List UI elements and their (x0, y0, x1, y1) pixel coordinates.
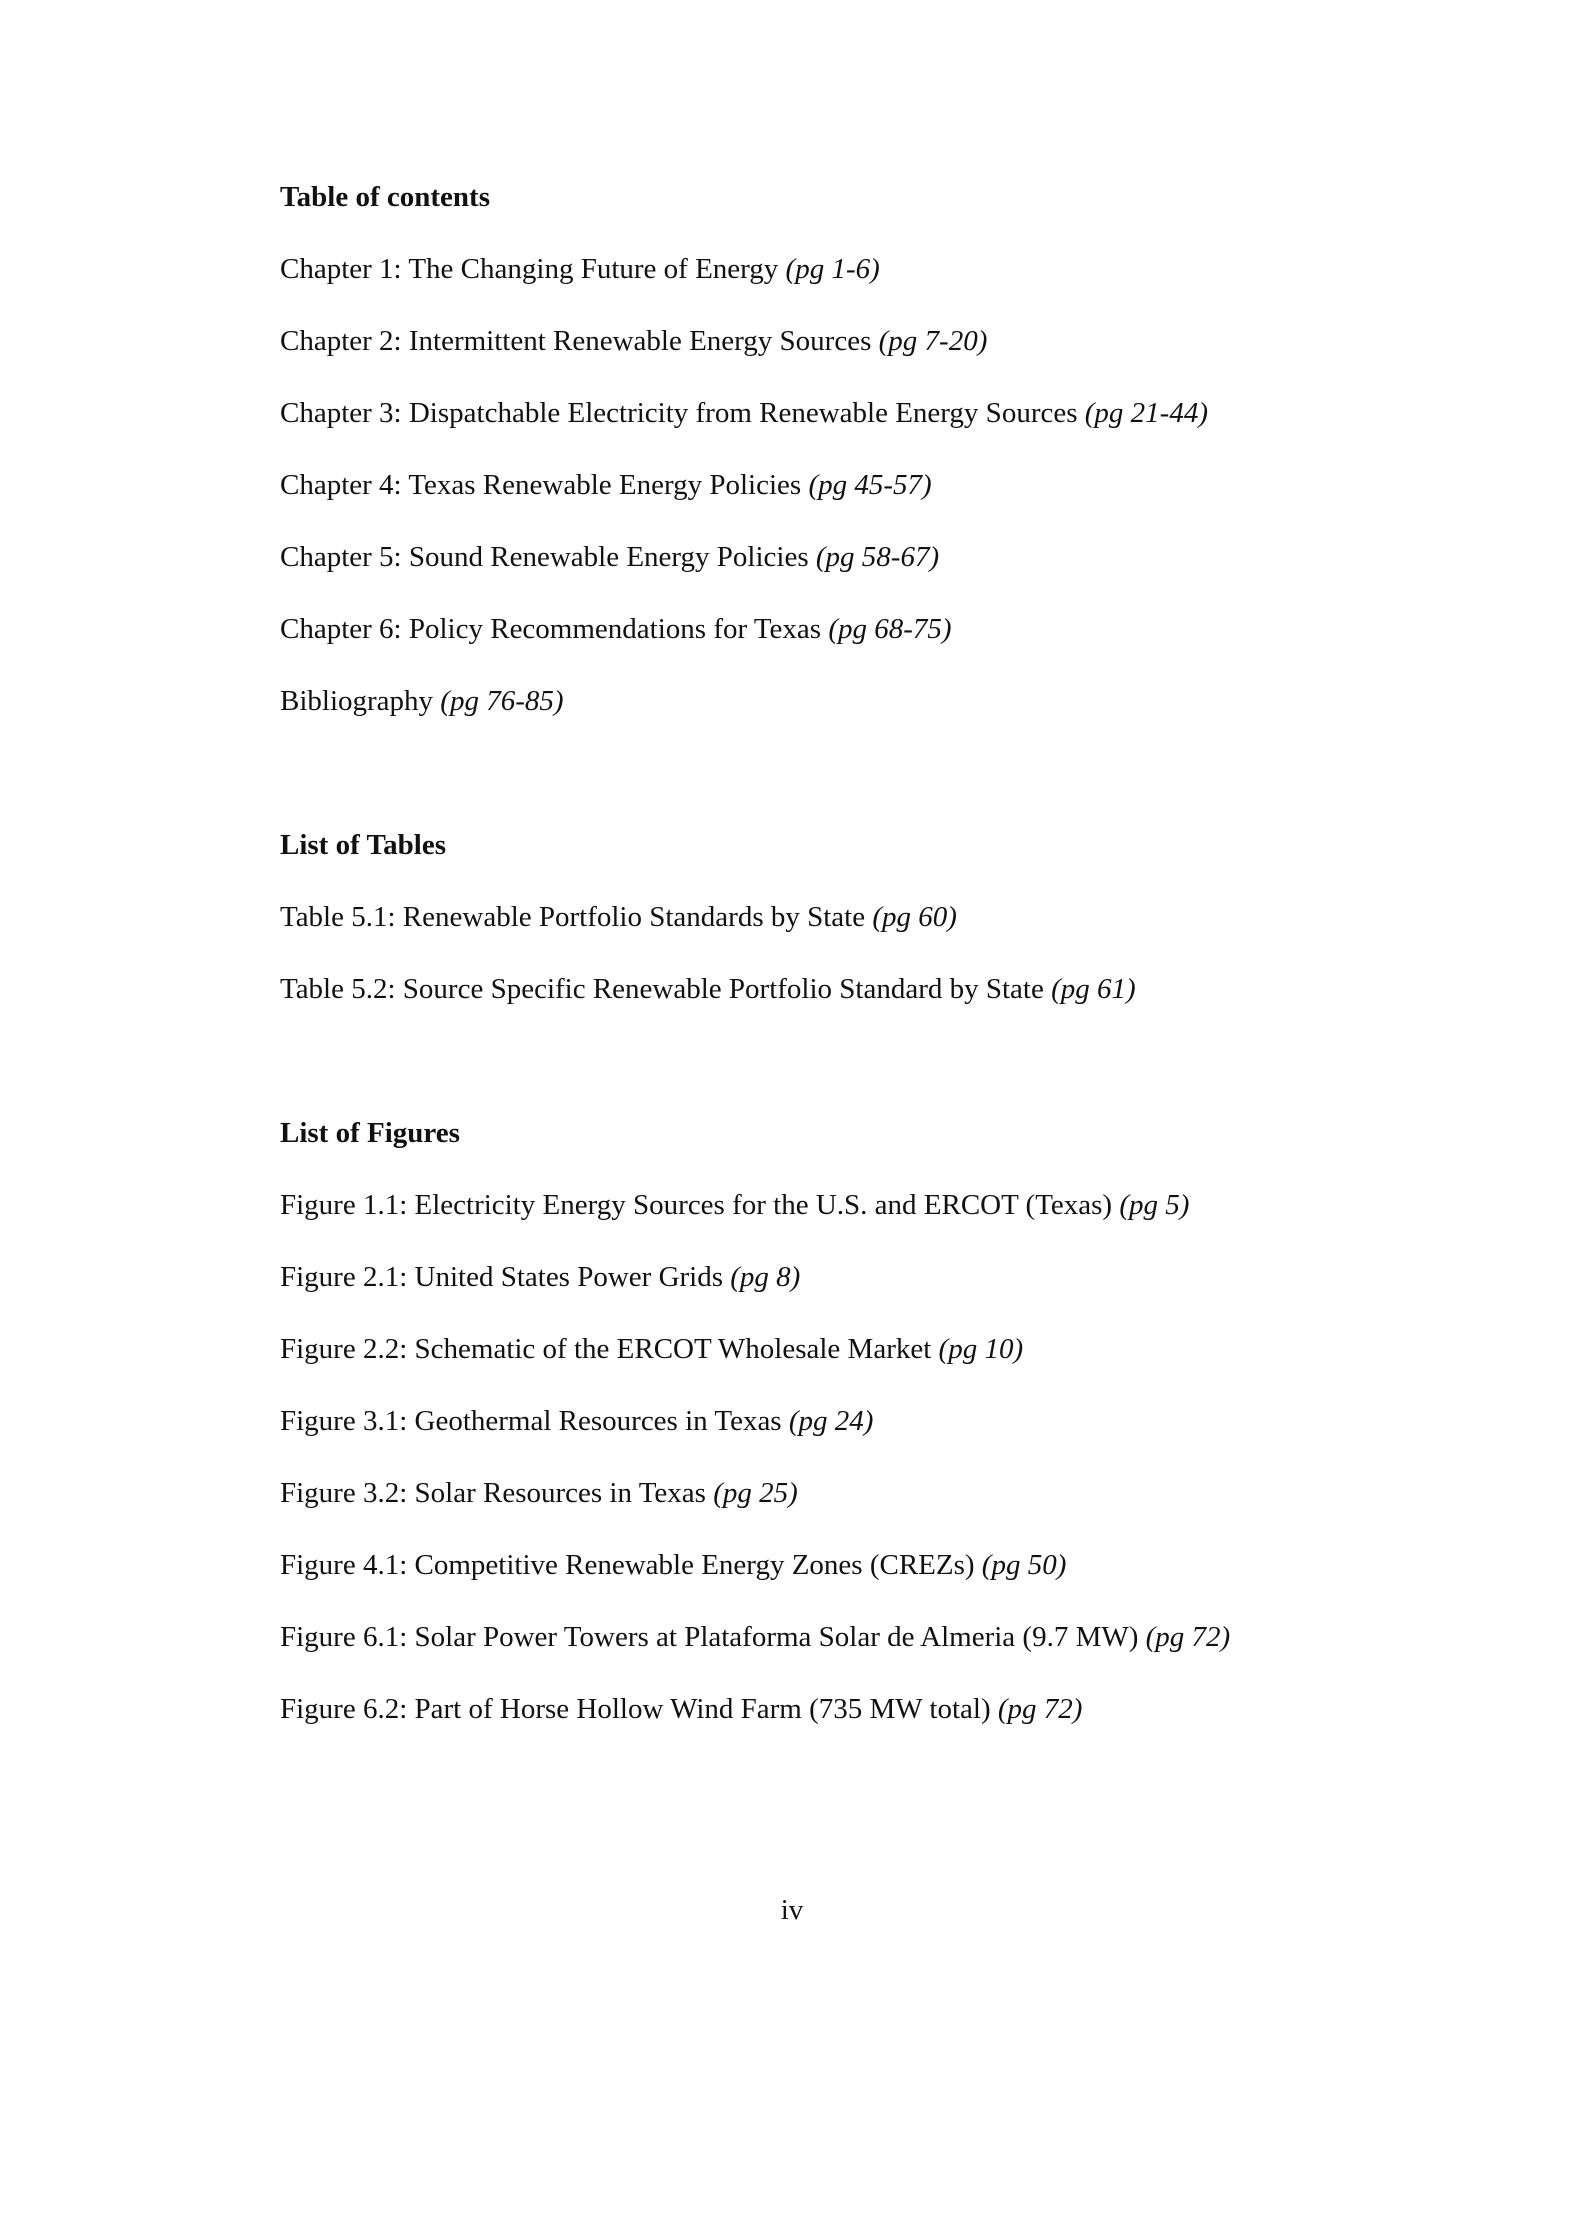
entry-title: Chapter 3: Dispatchable Electricity from Renewable Energy Sources (280, 397, 1078, 429)
entry-pages: (pg 58-67) (815, 541, 940, 573)
figure-entry-2-2 (280, 1335, 1460, 1364)
toc-entry-chapter-1 (280, 255, 1460, 284)
figure-entry-3-1 (280, 1407, 1460, 1436)
entry-pages: (pg 45-57) (808, 469, 932, 501)
entry-pages: (pg 7-20) (878, 325, 988, 357)
toc-entry-chapter-5 (280, 543, 1460, 572)
entry-pages: (pg 76-85) (440, 685, 564, 717)
entry-title: Chapter 1: The Changing Future of Energy (280, 253, 779, 285)
entry-title: Figure 1.1: Electricity Energy Sources for the U.S. and ERCOT (Texas) (280, 1189, 1113, 1221)
toc-heading: Table of contents (280, 181, 490, 213)
figures-heading: List of Figures (280, 1117, 460, 1149)
entry-title: Chapter 4: Texas Renewable Energy Policies (280, 469, 802, 501)
entry-title: Chapter 6: Policy Recommendations for Texas (280, 613, 822, 645)
toc-entry-bibliography (280, 687, 1460, 716)
toc-entry-chapter-6 (280, 615, 1460, 644)
entry-title: Figure 2.2: Schematic of the ERCOT Wholesale Market (280, 1333, 932, 1365)
toc-entry-chapter-2 (280, 327, 1460, 356)
toc-entry-chapter-3 (280, 399, 1460, 428)
table-entry-5-1 (280, 903, 1460, 932)
entry-title: Figure 6.1: Solar Power Towers at Plataforma Solar de Almeria (9.7 MW) (280, 1621, 1139, 1653)
entry-title: Chapter 5: Sound Renewable Energy Policies (280, 541, 809, 573)
entry-pages: (pg 50) (981, 1549, 1067, 1581)
entry-pages: (pg 10) (938, 1333, 1024, 1365)
entry-title: Table 5.2: Source Specific Renewable Portfolio Standard by State (280, 973, 1044, 1005)
figure-entry-2-1 (280, 1263, 1460, 1292)
entry-pages: (pg 8) (730, 1261, 801, 1293)
entry-pages: (pg 5) (1119, 1189, 1190, 1221)
entry-title: Figure 2.1: United States Power Grids (280, 1261, 724, 1293)
entry-pages: (pg 1-6) (785, 253, 880, 285)
entry-title: Figure 3.2: Solar Resources in Texas (280, 1477, 706, 1509)
entry-pages: (pg 72) (1145, 1621, 1231, 1653)
entry-pages: (pg 61) (1051, 973, 1136, 1005)
entry-pages: (pg 72) (997, 1693, 1083, 1725)
entry-pages: (pg 60) (872, 901, 957, 933)
figure-entry-3-2 (280, 1479, 1460, 1508)
entry-pages: (pg 25) (713, 1477, 798, 1509)
figure-entry-4-1 (280, 1551, 1460, 1580)
figure-entry-6-2 (280, 1695, 1460, 1724)
figure-entry-1-1 (280, 1191, 1460, 1220)
entry-title: Figure 4.1: Competitive Renewable Energy Zones (CREZs) (280, 1549, 975, 1581)
entry-pages: (pg 21-44) (1084, 397, 1208, 429)
entry-title: Figure 6.2: Part of Horse Hollow Wind Farm (735 MW total) (280, 1693, 991, 1725)
page-number: iv (780, 1894, 804, 1926)
table-entry-5-2 (280, 975, 1460, 1004)
entry-title: Table 5.1: Renewable Portfolio Standards by State (280, 901, 866, 933)
tables-heading: List of Tables (280, 829, 446, 861)
entry-title: Bibliography (280, 685, 434, 717)
entry-title: Chapter 2: Intermittent Renewable Energy Sources (280, 325, 872, 357)
entry-pages: (pg 68-75) (828, 613, 952, 645)
figure-entry-6-1 (280, 1623, 1460, 1652)
document-page (280, 183, 1460, 1724)
entry-pages: (pg 24) (788, 1405, 874, 1437)
entry-title: Figure 3.1: Geothermal Resources in Texas (280, 1405, 782, 1437)
toc-entry-chapter-4 (280, 471, 1460, 500)
